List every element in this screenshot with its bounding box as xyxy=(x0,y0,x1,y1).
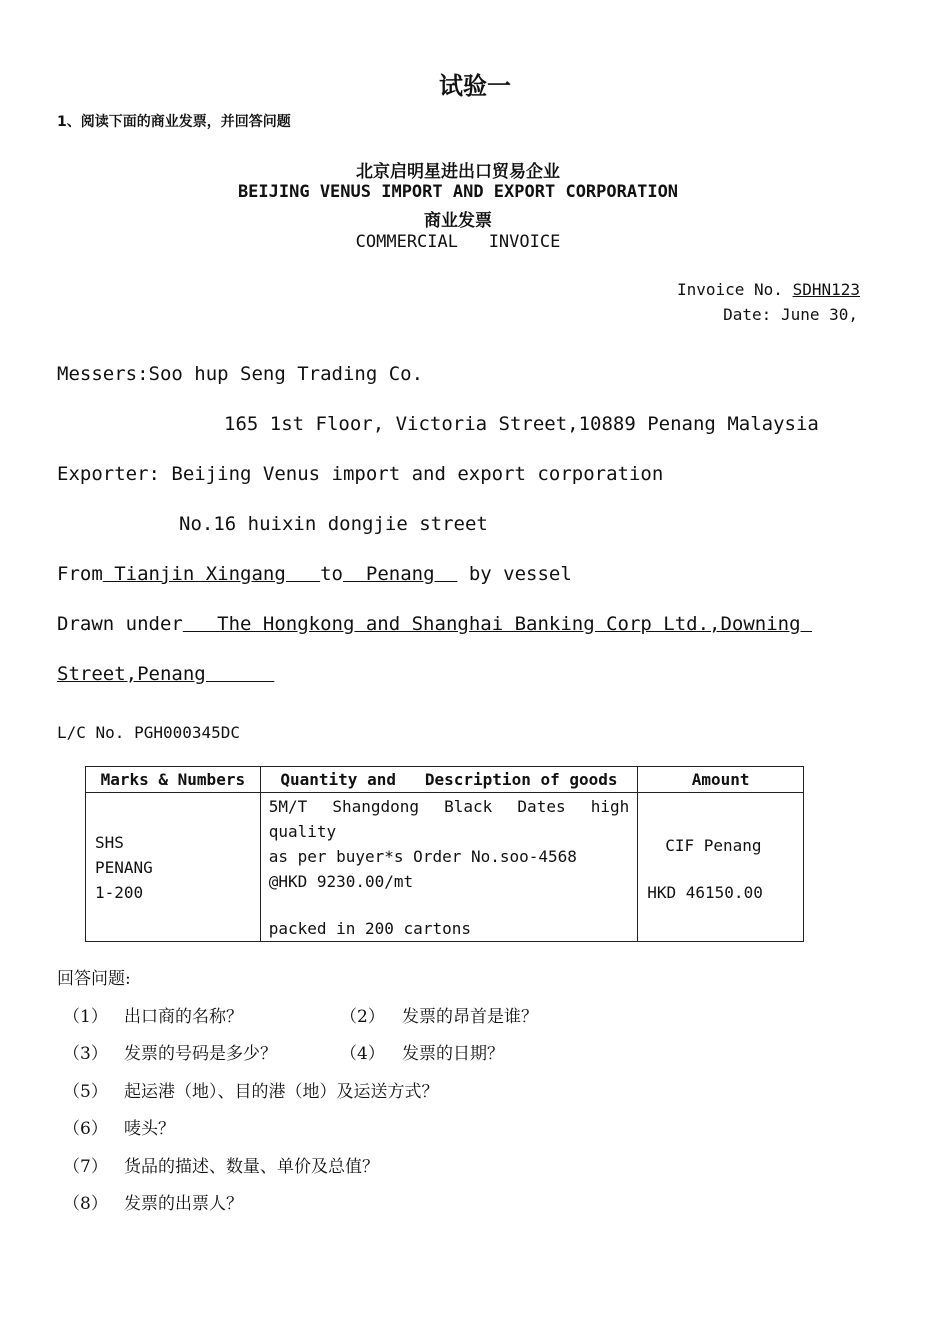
question-5-text: 起运港（地）、目的港（地）及运送方式？ xyxy=(124,1082,439,1102)
mark-line: SHS xyxy=(95,833,124,852)
exporter-line: Exporter: Beijing Venus import and export corporation xyxy=(57,463,664,485)
invoice-number xyxy=(677,280,860,299)
desc-word: Dates xyxy=(517,797,566,816)
page-title: 试验一 xyxy=(439,72,511,100)
amount-cell xyxy=(638,793,804,942)
description-line: as per buyer*s Order No.soo-4568 xyxy=(268,847,577,866)
question-number: （7） xyxy=(63,1157,108,1177)
question-3 xyxy=(63,1039,108,1064)
description-cell xyxy=(260,793,638,942)
drawn-under-bank: The Hongkong and Shanghai Banking Corp Ltd.,Downing xyxy=(182,613,812,635)
transport-mode: by vessel xyxy=(457,563,572,585)
question-6 xyxy=(63,1114,108,1139)
question-4-text: 发票的日期？ xyxy=(402,1044,504,1064)
document-type-cn: 商业发票 xyxy=(424,211,492,231)
messers-address: 165 1st Floor, Victoria Street,10889 Penang Malaysia xyxy=(224,413,819,435)
total-amount: HKD 46150.00 xyxy=(647,883,763,902)
invoice-date: Date: June 30, xyxy=(723,305,858,324)
question-8 xyxy=(63,1189,108,1214)
question-2 xyxy=(340,1002,385,1027)
desc-word: 5M/T xyxy=(268,797,308,816)
amount-spacer xyxy=(647,858,803,880)
answers-title: 回答问题: xyxy=(57,969,131,989)
marks-cell xyxy=(86,793,261,942)
question-number: （2） xyxy=(340,1007,385,1027)
shipping-line xyxy=(57,563,572,585)
to-label: to xyxy=(320,563,343,585)
col-header-marks: Marks & Numbers xyxy=(86,767,261,793)
description-line: quality xyxy=(268,822,337,841)
invoice-number-value: SDHN123 xyxy=(792,280,860,299)
col-header-amount: Amount xyxy=(638,767,804,793)
question-3-text: 发票的号码是多少？ xyxy=(124,1044,277,1064)
question-1-text: 出口商的名称？ xyxy=(124,1007,243,1027)
drawn-under-line xyxy=(57,613,812,635)
description-first-line xyxy=(269,794,630,819)
invoice-number-label: Invoice No. xyxy=(676,280,793,299)
question-1 xyxy=(63,1002,108,1027)
mark-line: 1-200 xyxy=(95,883,144,902)
packing-line: packed in 200 cartons xyxy=(268,919,471,938)
table-row xyxy=(86,793,804,942)
desc-word: Black xyxy=(444,797,493,816)
question-number: （4） xyxy=(340,1044,385,1064)
question-number: （8） xyxy=(63,1194,108,1214)
from-label: From xyxy=(57,563,103,585)
question-7-text: 货品的描述、数量、单价及总值？ xyxy=(124,1157,379,1177)
goods-table xyxy=(85,766,804,942)
question-2-text: 发票的昂首是谁？ xyxy=(402,1007,538,1027)
table-header-row xyxy=(86,767,804,793)
description-spacer xyxy=(269,894,630,916)
messers-line: Messers:Soo hup Seng Trading Co. xyxy=(57,363,424,385)
question-6-text: 唛头？ xyxy=(124,1119,175,1139)
drawn-under-bank-cont: Street,Penang xyxy=(57,663,275,685)
exporter-address: No.16 huixin dongjie street xyxy=(179,513,488,535)
company-name-cn: 北京启明星进出口贸易企业 xyxy=(356,162,560,182)
question-heading: 1、阅读下面的商业发票，并回答问题 xyxy=(57,114,291,130)
from-port: Tianjin Xingang xyxy=(102,563,321,585)
company-name-en: BEIJING VENUS IMPORT AND EXPORT CORPORATION xyxy=(237,182,679,202)
question-8-text: 发票的出票人？ xyxy=(124,1194,243,1214)
question-5 xyxy=(63,1077,108,1102)
price-terms: CIF Penang xyxy=(665,836,762,855)
question-number: （3） xyxy=(63,1044,108,1064)
col-header-description: Quantity and Description of goods xyxy=(260,767,638,793)
description-line: @HKD 9230.00/mt xyxy=(268,872,414,891)
document-type-en: COMMERCIAL INVOICE xyxy=(355,232,561,252)
drawn-under-label: Drawn under xyxy=(57,613,183,635)
question-4 xyxy=(340,1039,385,1064)
question-number: （1） xyxy=(63,1007,108,1027)
mark-line: PENANG xyxy=(95,858,153,877)
to-port: Penang xyxy=(343,563,458,585)
desc-word: Shangdong xyxy=(332,797,420,816)
desc-word: high xyxy=(590,797,630,816)
question-number: （6） xyxy=(63,1119,108,1139)
lc-number: L/C No. PGH000345DC xyxy=(57,723,241,742)
question-7 xyxy=(63,1152,108,1177)
question-number: （5） xyxy=(63,1082,108,1102)
